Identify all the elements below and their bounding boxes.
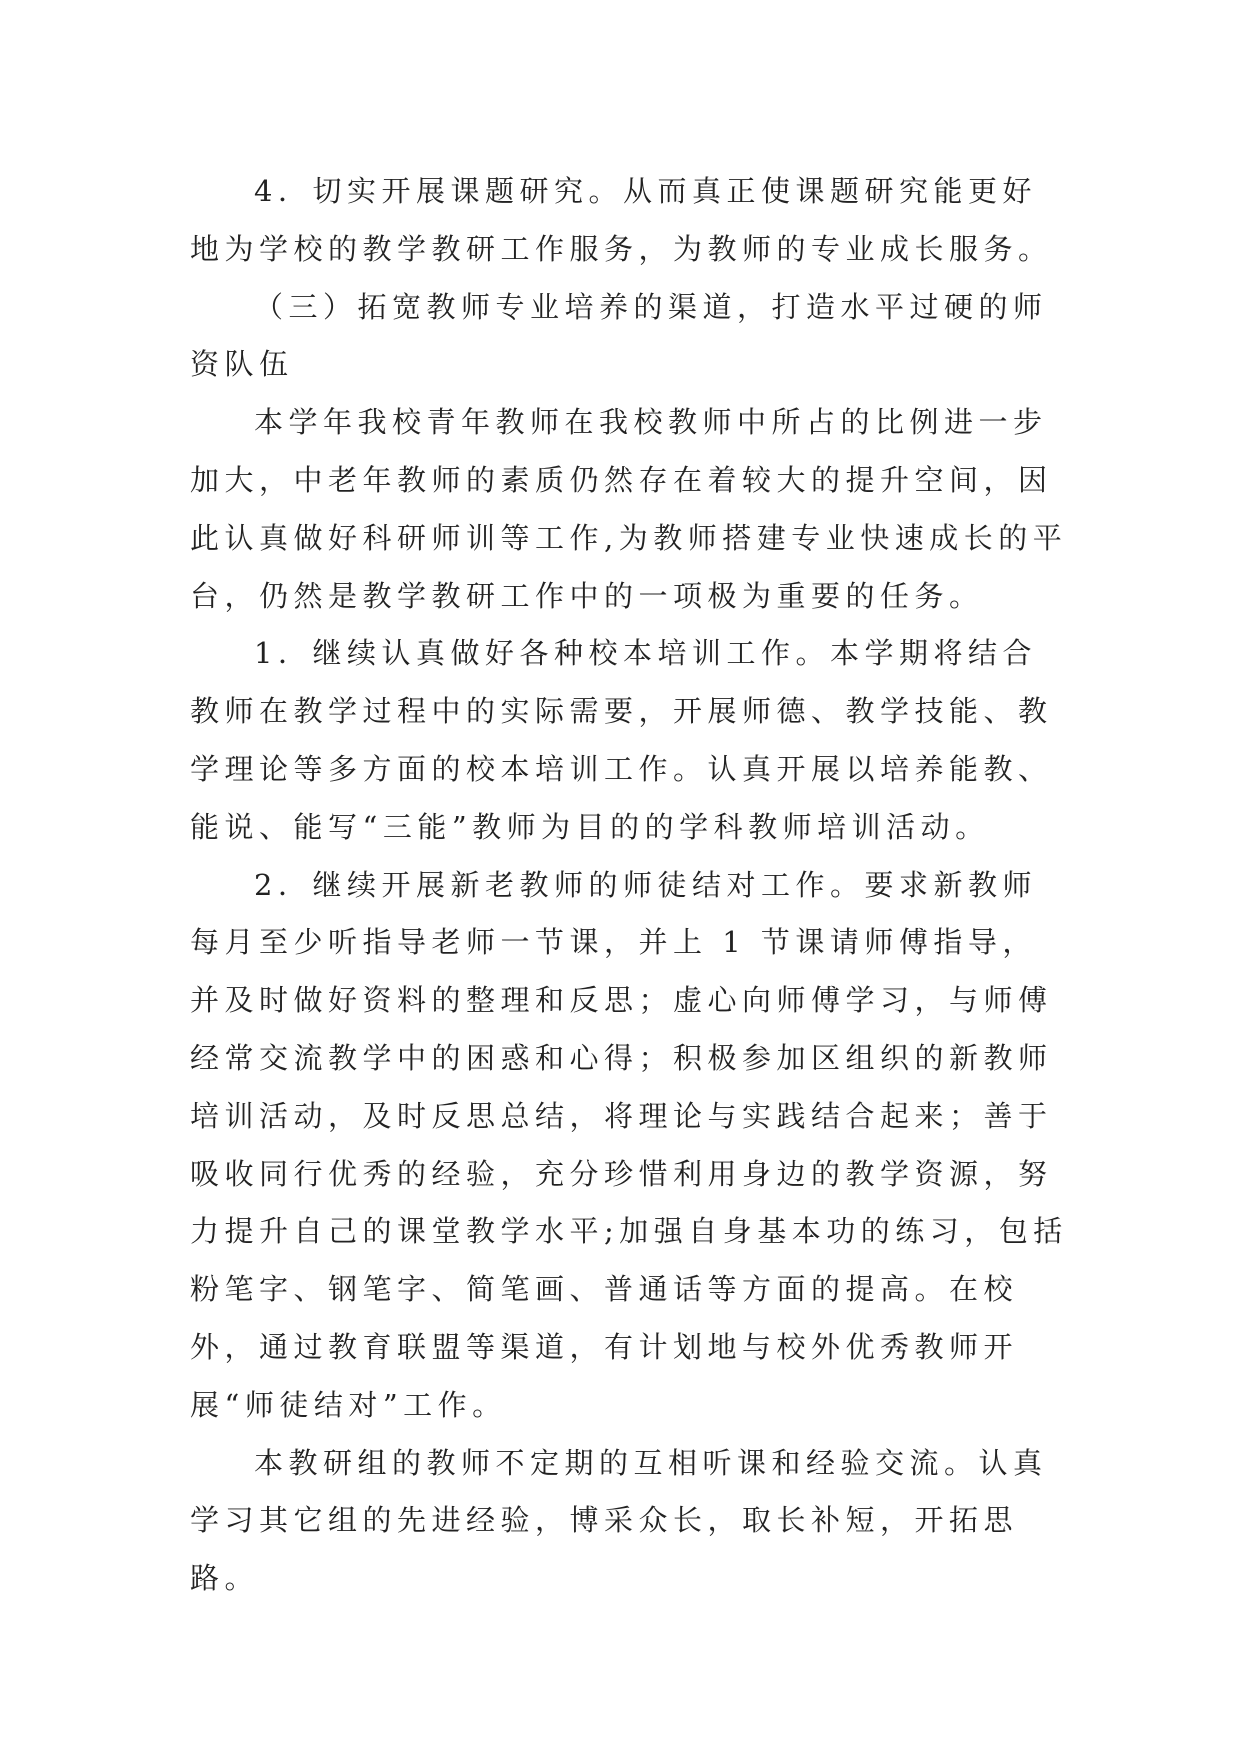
document-body <box>190 163 1070 1608</box>
paragraph-mentorship: 2．继续开展新老教师的师徒结对工作。要求新教师每月至少听指导老师一节课，并上 1 节课请师傅指导，并及时做好资料的整理和反思；虚心向师傅学习，与师傅经常交流教学中的困惑和心得；积极参加区组织的新教师培训活动，及时反思总结，将理论与实践结合起来；善于吸收同行优秀的经验，充分珍惜利用身边的教学资源，努力提升自己的课堂教学水平;加强自身基本功的练习，包括粉笔字、钢笔字、简笔画、普通话等方面的提高。在校外，通过教育联盟等渠道，有计划地与校外优秀教师开展“师徒结对”工作。 <box>190 867 1068 1422</box>
section-heading-teacher-training: （三）拓宽教师专业培养的渠道，打造水平过硬的师资队伍 <box>190 289 1048 382</box>
paragraph-peer-observation: 本教研组的教师不定期的互相听课和经验交流。认真学习其它组的先进经验，博采众长，取长补短，开拓思路。 <box>190 1445 1048 1596</box>
paragraph-school-training: 1．继续认真做好各种校本培训工作。本学期将结合教师在教学过程中的实际需要，开展师德、教学技能、教学理论等多方面的校本培训工作。认真开展以培养能教、能说、能写“三能”教师为目的的学科教师培训活动。 <box>190 636 1053 844</box>
paragraph-topic-research: 4．切实开展课题研究。从而真正使课题研究能更好地为学校的教学教研工作服务，为教师的专业成长服务。 <box>190 174 1053 266</box>
paragraph-young-teachers: 本学年我校青年教师在我校教师中所占的比例进一步加大，中老年教师的素质仍然存在着较大的提升空间，因此认真做好科研师训等工作,为教师搭建专业快速成长的平台，仍然是教学教研工作中的一项极为重要的任务。 <box>190 405 1068 613</box>
